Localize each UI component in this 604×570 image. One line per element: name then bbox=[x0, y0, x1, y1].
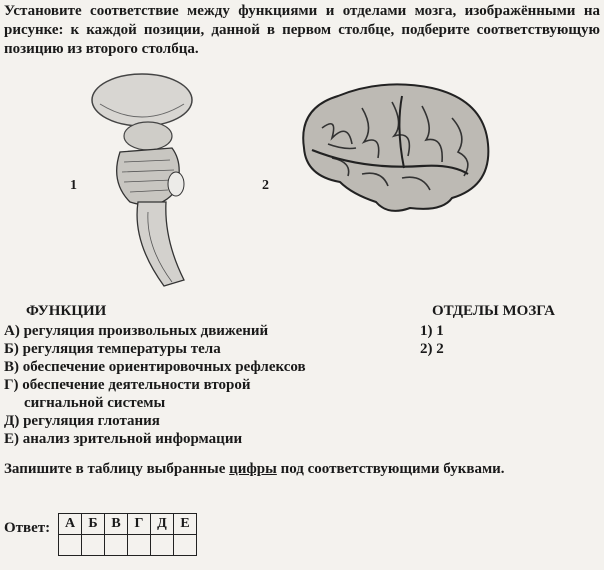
answer-letter: Б bbox=[82, 514, 105, 535]
function-item: В) обеспечение ориентировочных рефлексов bbox=[4, 359, 306, 375]
answer-letter: А bbox=[59, 514, 82, 535]
instruction: Запишите в таблицу выбранные цифры под соответствующими буквами. bbox=[4, 461, 505, 477]
answer-letter: Д bbox=[151, 514, 174, 535]
departments-list bbox=[420, 322, 444, 358]
brainstem-illustration bbox=[80, 72, 220, 296]
answer-cell[interactable] bbox=[151, 535, 174, 556]
answer-cell[interactable] bbox=[59, 535, 82, 556]
answer-label: Ответ: bbox=[4, 520, 51, 536]
cerebrum-illustration bbox=[292, 78, 494, 218]
function-item: Е) анализ зрительной информации bbox=[4, 431, 243, 447]
functions-list bbox=[4, 322, 424, 448]
instruction-emphasis: цифры bbox=[229, 461, 277, 477]
department-item: 2) 2 bbox=[420, 341, 444, 357]
department-item: 1) 1 bbox=[420, 323, 444, 339]
function-item: Б) регуляция температуры тела bbox=[4, 341, 221, 357]
function-item: Г) обеспечение деятельности второй сигнальной системы bbox=[4, 377, 251, 411]
task-text: Установите соответствие между функциями и отделами мозга, изображёнными на рисунке: к каждой позиции, данной в первом столбце, подберите соответствующую позицию из второго столбца. bbox=[4, 3, 600, 57]
answer-cell[interactable] bbox=[105, 535, 128, 556]
functions-header: ФУНКЦИИ bbox=[26, 303, 107, 319]
answer-cell[interactable] bbox=[128, 535, 151, 556]
function-item: Д) регуляция глотания bbox=[4, 413, 160, 429]
answer-table bbox=[58, 513, 197, 556]
answer-letter: В bbox=[105, 514, 128, 535]
function-item: А) регуляция произвольных движений bbox=[4, 323, 269, 339]
answer-letter: Е bbox=[174, 514, 197, 535]
departments-header: ОТДЕЛЫ МОЗГА bbox=[432, 303, 555, 319]
figures bbox=[0, 66, 604, 296]
answer-cell[interactable] bbox=[82, 535, 105, 556]
figure-2-label: 2 bbox=[262, 178, 269, 193]
answer-cell[interactable] bbox=[174, 535, 197, 556]
figure-1-label: 1 bbox=[70, 178, 77, 193]
answer-letter: Г bbox=[128, 514, 151, 535]
